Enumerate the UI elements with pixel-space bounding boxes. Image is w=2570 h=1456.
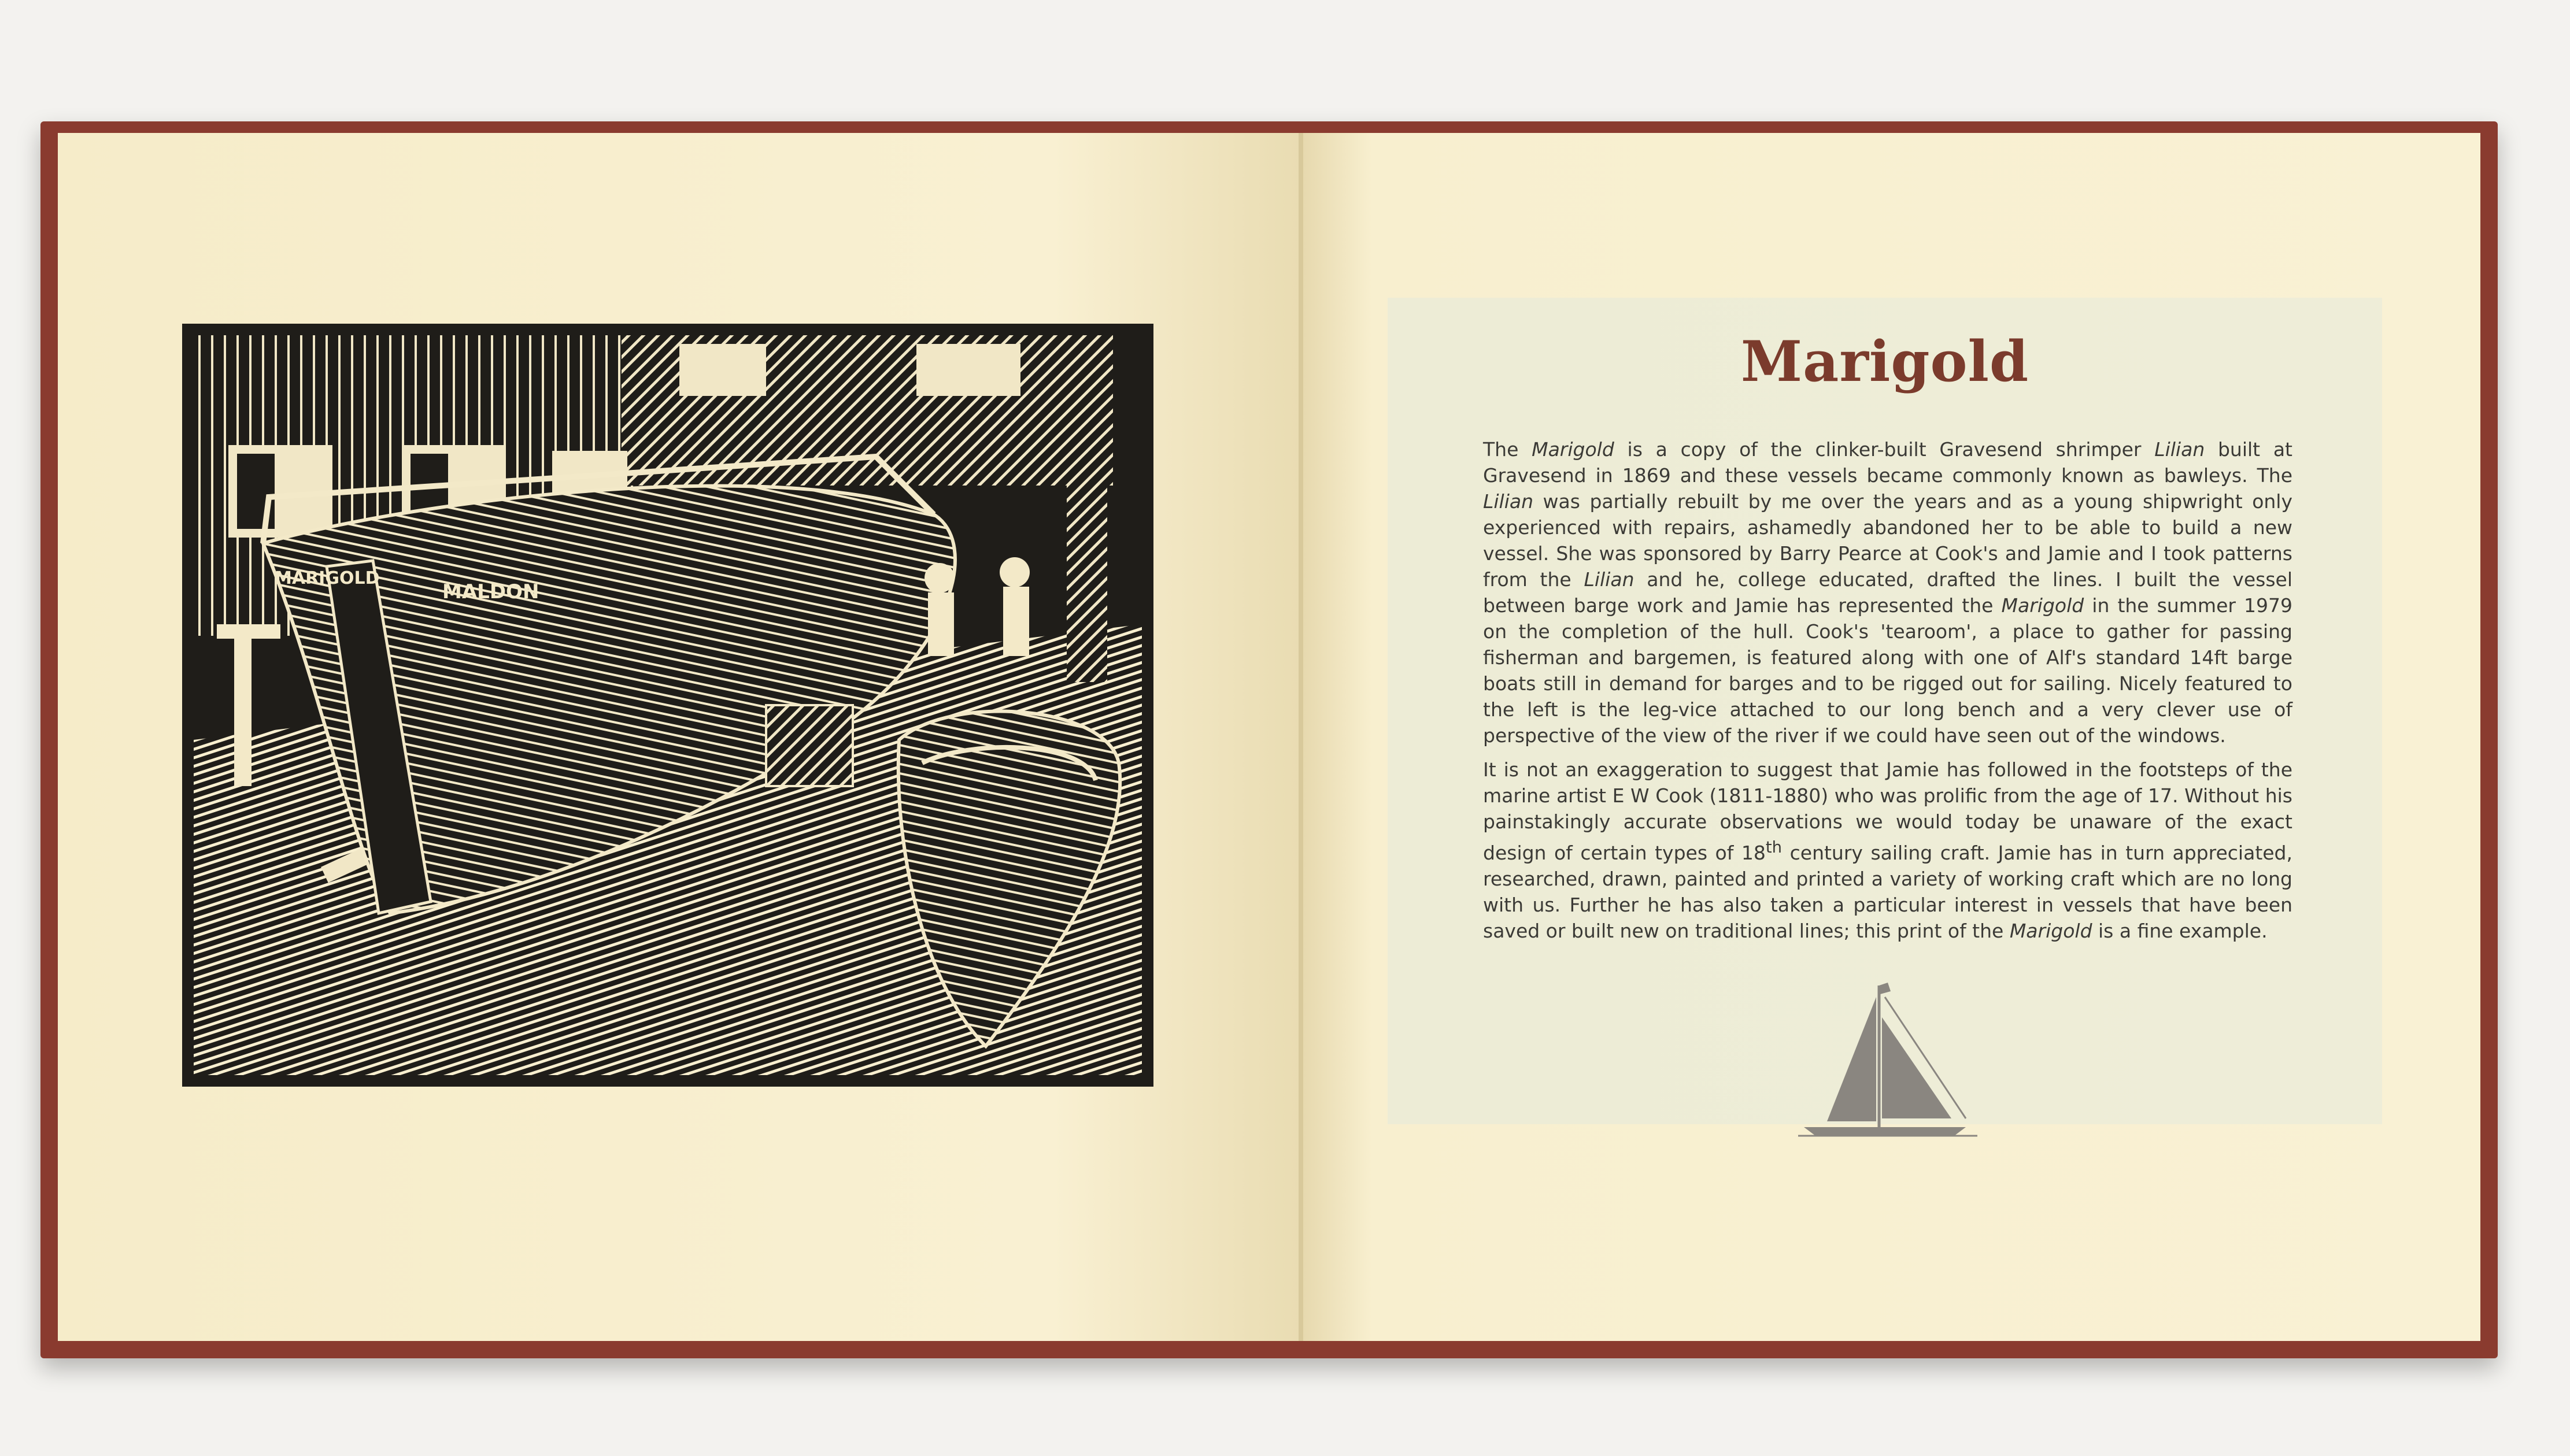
text-run: It is not an exaggeration to suggest that Jamie has followed in the footsteps of the marine artist E W Cook (1811-1880) who was prolific from the age of 17. Without his painstakingly accurate observations we would today be unaware of the exact design of certain types of 18 xyxy=(1483,758,2292,864)
italic-text: Lilian xyxy=(1483,490,1534,513)
text-run: century sailing craft. Jamie has in turn appreciated, researched, drawn, painted and printed a variety of working craft which are no long with us. Further he has also taken a particular interest in vessels that have been saved or built new on traditional lines; this print of the xyxy=(1483,842,2292,942)
port-name-label: MALDON xyxy=(442,580,539,603)
sailing-barge-icon xyxy=(1792,971,1983,1144)
text-run: built at Gravesend in 1869 and these vessels became commonly known as bawleys. The xyxy=(1483,438,2292,487)
italic-text: Marigold xyxy=(2009,920,2092,942)
article-body xyxy=(1483,436,2292,952)
boat-name-label: MARIGOLD xyxy=(275,568,380,588)
text-run: is a copy of the clinker-built Gravesend shrimper xyxy=(1614,438,2155,461)
text-run: in the summer 1979 on the completion of the hull. Cook's 'tearoom', a place to gather for passing fisherman and bargemen, is featured along with one of Alf's standard 14ft barge boats still in demand for barges and to be rigged out for sailing. Nicely featured to the left is the leg-vice attached to our long bench and a very clever use of perspective of the view of the river if we could have seen out of the windows. xyxy=(1483,594,2292,747)
boatyard-illustration xyxy=(182,324,1153,1087)
text-run: The xyxy=(1483,438,1532,461)
page-title: Marigold xyxy=(1740,329,2029,395)
italic-text: Marigold xyxy=(2001,594,2084,617)
italic-text: Lilian xyxy=(1584,568,1635,591)
book-gutter xyxy=(1299,133,1303,1341)
linocut-print xyxy=(182,324,1153,1087)
superscript-text: th xyxy=(1765,838,1783,857)
italic-text: Marigold xyxy=(1532,438,1614,461)
paragraph-2 xyxy=(1483,757,2292,944)
text-run: and he, college educated, drafted the lines. I built the vessel between barge work and Jamie has represented the xyxy=(1483,568,2292,617)
paragraph-1 xyxy=(1483,436,2292,749)
italic-text: Lilian xyxy=(2154,438,2205,461)
text-run: was partially rebuilt by me over the years and as a young shipwright only experienced with repairs, ashamedly abandoned her to be able to build a new vessel. She was sponsored by Barry Pearce at Cook's and Jamie and I took patterns from the xyxy=(1483,490,2292,591)
text-run: is a fine example. xyxy=(2092,920,2268,942)
